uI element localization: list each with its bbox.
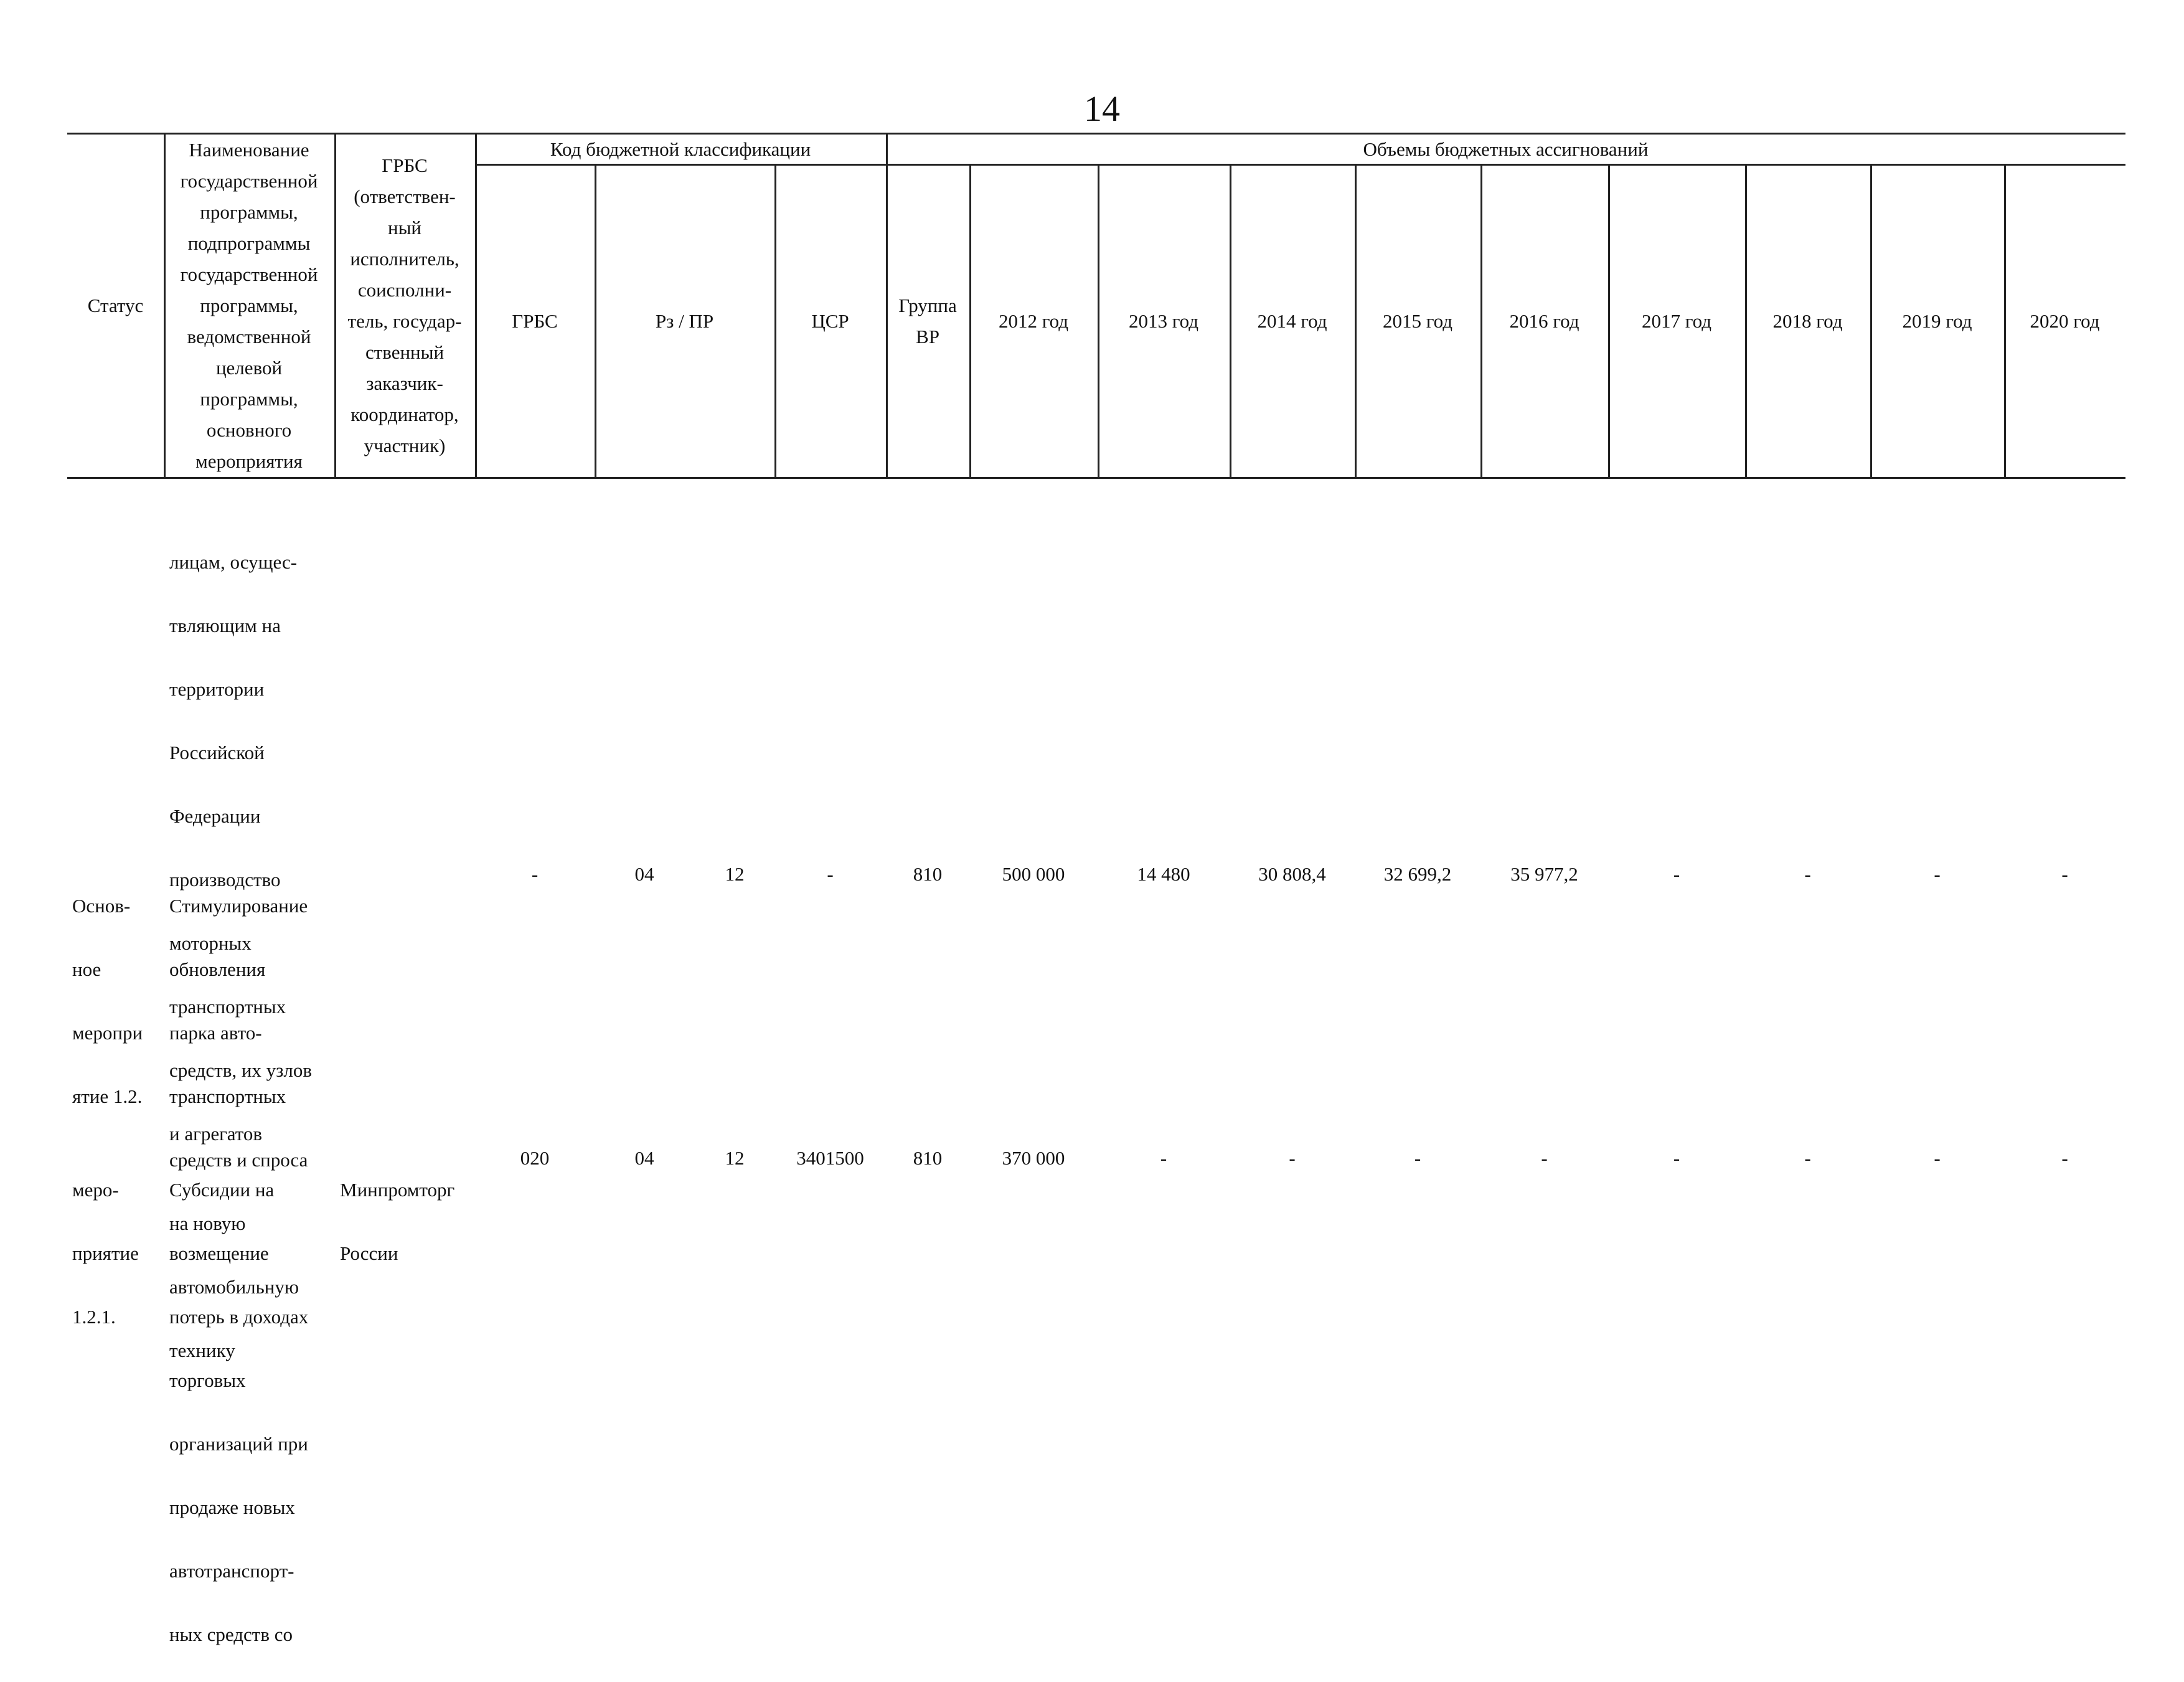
name-line: ных средств со [169,1623,293,1645]
name-line: и агрегатов [169,1123,263,1145]
name-line: возмещение [169,1242,269,1264]
header-year: 2016 год [1509,310,1579,332]
header-bottom-border [67,477,2125,479]
name-line: организаций при [169,1433,308,1455]
row-value-2020: - [2061,1147,2068,1169]
header-line: Наименование [189,139,309,161]
name-line: Российской [169,742,265,763]
header-status: Статус [87,295,144,316]
name-line: территории [169,678,265,700]
header-line: мероприятия [195,450,303,472]
header-group-vr [886,166,969,477]
header-line: основного [206,419,292,441]
header-year: 2015 год [1382,310,1453,332]
header-line: ГРБС [382,154,428,176]
status-line: ятие 1.2. [72,1085,143,1107]
name-line: средств, их узлов [169,1059,313,1081]
name-line: Федерации [169,805,261,827]
row-executor [340,1142,475,1301]
header-rz-pr: Рз / ПР [655,310,714,332]
header-line: Группа [898,295,957,316]
header-grbs: ГРБС [512,310,558,332]
row-grbs: - [531,863,539,885]
row-rz: 04 [634,863,654,885]
row-csr: 3401500 [796,1147,864,1169]
header-line: ведомственной [187,326,311,347]
row-status [72,858,164,1144]
header-program-name [164,135,334,477]
header-line: ВР [916,326,939,347]
header-line: соисполни- [357,279,452,301]
executor-line: России [340,1242,398,1264]
row-value-2017: - [1673,863,1680,885]
header-line: участник) [364,435,446,456]
row-value-2013: 14 480 [1137,863,1190,885]
name-line: транспортных [169,996,286,1018]
row-value-2012: 370 000 [1002,1147,1065,1169]
name-line: Субсидии на [169,1179,275,1201]
row-grbs: 020 [520,1147,550,1169]
row-value-2017: - [1673,1147,1680,1169]
header-budget-code: Код бюджетной классификации [550,138,811,160]
header-line: государственной [180,170,318,192]
name-line: транспортных [169,1085,286,1107]
row-csr: - [827,863,834,885]
status-line: ное [72,958,101,980]
name-line: продаже новых [169,1496,295,1518]
name-line: торговых [169,1369,246,1391]
header-line: целевой [215,357,283,379]
header-line: программы, [200,388,298,410]
row-value-2015: - [1414,1147,1421,1169]
name-line: твляющим на [169,615,281,636]
name-line: на новую [169,1212,246,1234]
status-line: меро- [72,1179,119,1201]
header-year: 2012 год [998,310,1069,332]
row-value-2012: 500 000 [1002,863,1065,885]
row-value-2020: - [2061,863,2068,885]
row-rz: 04 [634,1147,654,1169]
header-year: 2014 год [1257,310,1327,332]
name-line: лицам, осущес- [169,551,298,573]
row-value-2018: - [1804,1147,1811,1169]
status-line: приятие [72,1242,139,1264]
header-line: программы, [200,201,298,223]
status-line: меропри [72,1022,143,1044]
name-line: потерь в доходах [169,1306,309,1328]
row-vr: 810 [913,863,943,885]
row-pr: 12 [725,863,745,885]
header-line: заказчик- [366,372,443,394]
name-line: средств и спроса [169,1149,308,1171]
header-line: ный [387,217,421,239]
name-line: технику [169,1339,235,1361]
row-pr: 12 [725,1147,745,1169]
header-year: 2020 год [2030,310,2100,332]
status-line: 1.2.1. [72,1306,116,1328]
header-year: 2017 год [1641,310,1712,332]
row-value-2013: - [1160,1147,1167,1169]
name-line: автотранспорт- [169,1560,294,1582]
header-grbs-executor [334,135,475,477]
header-year: 2019 год [1902,310,1972,332]
header-line: (ответствен- [354,186,456,207]
name-line: парка авто- [169,1022,262,1044]
row-vr: 810 [913,1147,943,1169]
header-line: подпрограммы [187,232,311,254]
name-line: производство [169,869,281,891]
name-line: Стимулирование [169,895,308,917]
row-value-2014: 30 808,4 [1258,863,1326,885]
row-name [169,1142,334,1682]
row-value-2016: 35 977,2 [1510,863,1578,885]
row-status [72,1142,164,1364]
row-value-2018: - [1804,863,1811,885]
row-value-2014: - [1289,1147,1296,1169]
header-line: исполнитель, [350,248,459,270]
row-value-2016: - [1541,1147,1548,1169]
header-csr: ЦСР [811,310,849,332]
header-line: тель, государ- [347,310,462,332]
page-number: 14 [1084,88,1120,129]
header-line: координатор, [351,404,459,425]
header-line: программы, [200,295,298,316]
name-line: автомобильную [169,1276,299,1298]
row-value-2015: 32 699,2 [1383,863,1452,885]
header-budget-volumes: Объемы бюджетных ассигнований [1363,138,1649,160]
status-line: Основ- [72,895,131,917]
name-line: обновления [169,958,266,980]
header-year: 2013 год [1128,310,1199,332]
name-line: моторных [169,932,252,954]
header-year: 2018 год [1772,310,1843,332]
row-value-2019: - [1934,1147,1941,1169]
header-line: ственный [365,341,445,363]
row-value-2019: - [1934,863,1941,885]
header-line: государственной [180,263,318,285]
executor-line: Минпромторг [340,1179,455,1201]
